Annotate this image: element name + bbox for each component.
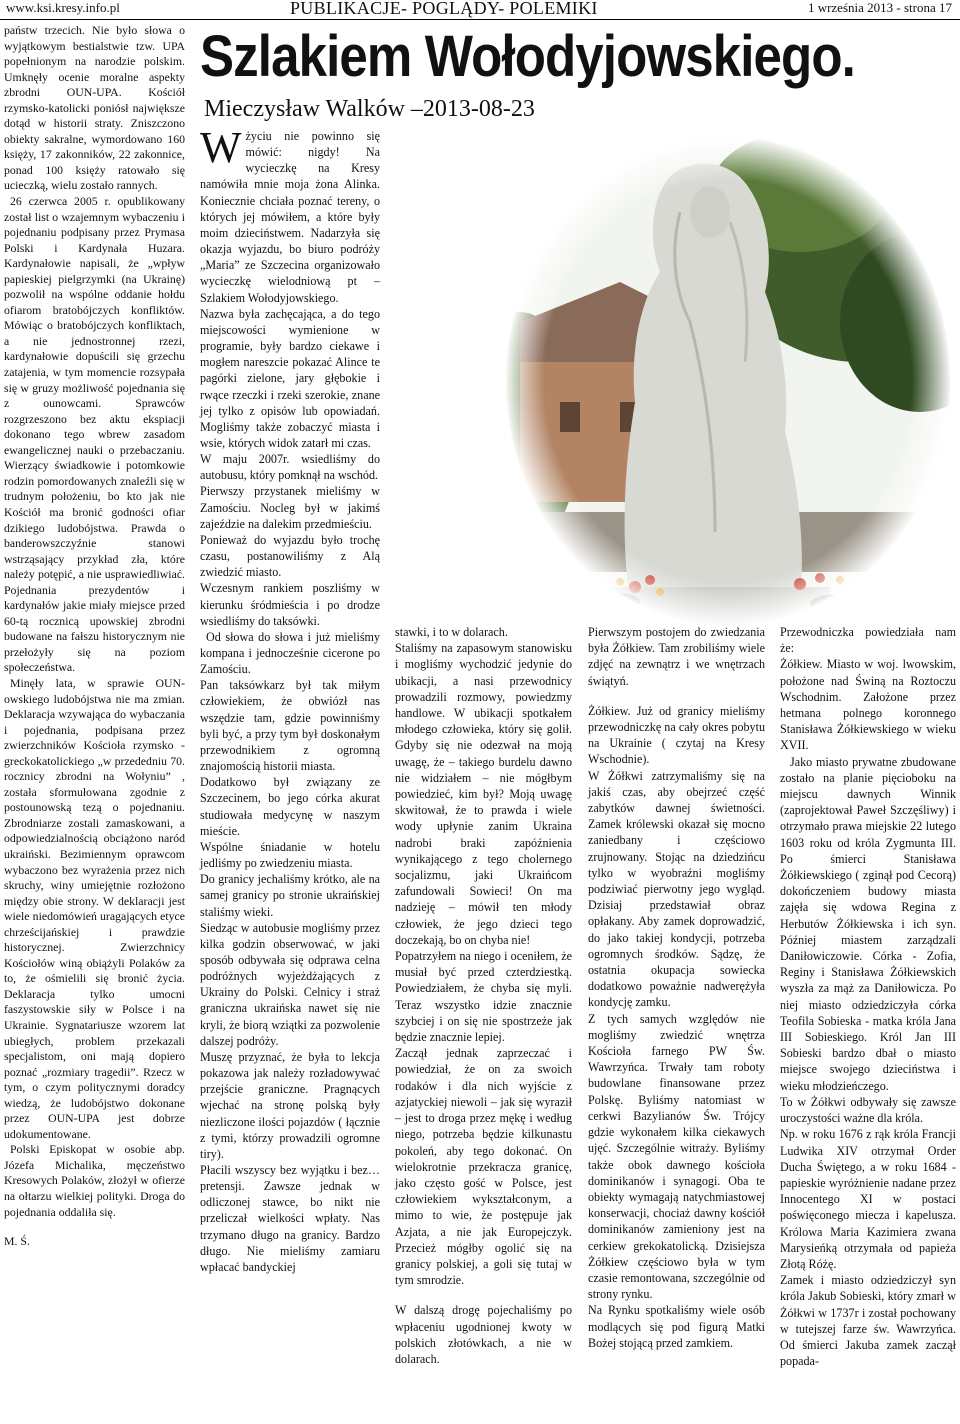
- paragraph: Od słowa do słowa i już mieliśmy kompana i jednocześnie cicerone po Zamościu.: [200, 629, 380, 677]
- date-page: 1 września 2013 - strona 17: [807, 0, 952, 15]
- intro-text: życiu nie powinno się mówić: nigdy! Na wycieczkę na Kresy namówiła mnie moja żona Alinka. Koniecznie chciała poznać tereny, o których jej mówiłem, a które były moim dzieciństwem. Nadarzyła się okazja wyjazdu, bo biuro podróży „Maria” ze Szczecina organizowało wycieczkę wielodniową pt –Szlakiem Wołodyjowskiego.: [200, 129, 380, 305]
- paragraph: To w Żółkwi odbywały się zawsze uroczystości ważne dla króla.: [780, 1094, 956, 1126]
- paragraph: Do granicy jechaliśmy krótko, ale na samej granicy po stronie ukraińskiej staliśmy wieki.: [200, 872, 380, 919]
- paragraph: Siedząc w autobusie mogliśmy przez kilka godzin obserwować, w jaki sposób odbywała się odprawa celna podróżnych wyjeżdżających z Ukrainy do Polski. Celnicy i straż graniczna ukraińska nawet się nie kryli, że biorą wziątki za pozwolenie dalszej podróży.: [200, 920, 380, 1048]
- paragraph: stawki, i to w dolarach.: [395, 625, 508, 639]
- paragraph: Z tych samych względów nie mogliśmy zwiedzić wnętrza Kościoła farnego PW Św. Wawrzyńca. Trwały tam roboty budowlane finansowane przez Polskę. Byliśmy natomiast w cerkwi Bazylianów Św. Trójcy gdzie wykonałem kilka ciekawych ujęć. Szczególnie witraży. Byliśmy także obok dawnego kościoła dominikanów i synagogi. Oba te obiekty wymagają natychmiastowej konserwacji, chociaż dawny kościół dominikanów zamieniony jest na cerkiew grekokatolicką. Dzisiejsza Żółkiew częściowo była w tym czasie remontowana, szczególnie od strony rynku.: [588, 1011, 765, 1302]
- paragraph: Muszę przyznać, że była to lekcja pokazowa jak należy rozładowywać przejście graniczne. Pragnących wjechać na stronę polską były niezliczone ilości pojazdów ( łącznie z tymi, którzy prowadzili ogromne tiry).: [200, 1049, 380, 1161]
- header-rule: [0, 19, 960, 20]
- page-header: [0, 0, 960, 20]
- paragraph: Ponieważ do wyjazdu było trochę czasu, postanowiliśmy z Alą zwiedzić miasto.: [200, 532, 380, 580]
- section-title: PUBLIKACJE- POGLĄDY- POLEMIKI: [290, 0, 598, 18]
- column-4: [588, 624, 765, 1351]
- paragraph: państw trzecich. Nie było słowa o wyjątkowym bestialstwie tzw. UPA popełnionym na narodzie polskim. Umknęły ocenie moralne aspekty zbrodni OUN-UPA. Kościół rzymsko-katolicki poniósł największe dotąd w historii straty. Zniszczono obiekty sakralne, wymordowano 160 księży, 17 zakonników, 22 zakonnice, ponad 100 księży ratowało się ucieczką, wielu zostało rannych.: [4, 23, 185, 193]
- paragraph: Pan taksówkarz był tak miłym człowiekiem, że obwiózł nas wszędzie tam, gdzie powinniśmy byli być, a przy tym był doskonałym przewodnikiem z ogromną znajomością historii miasta.: [200, 678, 380, 774]
- paragraph: Płacili wszyscy bez wyjątku i bez… pretensji. Zawsze jednak w odliczonej stawce, bo nikt nie przeliczał wielkości wpłaty. Nas trzymano długo na granicy. Bardzo długo. Nie mieliśmy zamiaru wpłacać bandyckiej: [200, 1163, 380, 1274]
- paragraph: Żółkiew. Miasto w woj. lwowskim, położone nad Świną na Roztoczu Wschodnim. Założone przez hetmana polnego koronnego Stanisława Żółkiewskiego w wieku XVII.: [780, 657, 956, 753]
- paragraph: Zaczął jednak zaprzeczać i powiedział, że on za swoich rodaków i dla nich wyjście z azjatyckiej niewoli – jak się wyraził – jest to droga przez mękę i według niego, potrzeba będzie kilkunastu pokoleń, aby tego dokonać. On wielokrotnie przekracza granicę, jako często gość w Polsce, jest człowiekiem wykształconym, a mimo to wie, że postępuje jak Azjata, a nie jak Europejczyk. Przecież mógłby ogolić się na granicy polskiej, a goli się tutaj w tym smrodzie.: [395, 1046, 572, 1288]
- paragraph: Dodatkowo był związany ze Szczecinem, bo jego córka akurat studiowała medycynę w naszym mieście.: [200, 775, 380, 838]
- paragraph: W dalszą drogę pojechaliśmy po wpłaceniu ugodnionej kwoty w polskich złotówkach, a nie w dolarach.: [395, 1303, 572, 1366]
- site-url[interactable]: www.ksi.kresy.info.pl: [6, 0, 120, 15]
- paragraph: W maju 2007r. wsiedliśmy do autobusu, który pomknął na wschód.: [200, 452, 380, 483]
- paragraph: Staliśmy na zapasowym stanowisku i mogliśmy wychodzić jedynie do ubikacji, a nasi przewodnicy prowadzili rozmowy, powiedzmy handlowe. W ubikacji spotkałem młodego człowieka, który się golił. Gdyby się nie odezwał na moją uwagę, że – takiego burdelu dawno nie widziałem – nie mógłbym powiedzieć, kim był? Moją uwagę skwitował, że to prawda i wiele wody upłynie zanim Ukraina nadrobi braki zapóźnienia wynikającego z tego cholernego socjalizmu, jaki Ukraińcom zafundowali Sowieci! On ma nadzieję – mówił ten młody człowiek, że jego dzieci tego doczekają, bo on chyba nie!: [395, 641, 572, 947]
- left-column: [4, 23, 185, 1250]
- column-3: [395, 624, 572, 1367]
- paragraph: Zamek i miasto odziedziczył syn króla Jakub Sobieski, który zmarł w Żółkwi w 1737r i został pochowany w tutejszej farze św. Wawrzyńca. Od śmierci Jakuba zamek zaczął popada-: [780, 1273, 956, 1369]
- intro-column: [200, 123, 380, 1275]
- paragraph: Np. w roku 1676 z rąk króla Francji Ludwika XIV otrzymał Order Ducha Świętego, a w roku 1684 - papieskie wyróżnienie nadane przez Innocentego XI w postaci poświęconego miecza i kapelusza. Królowa Maria Kazimiera zwana Marysieńką otrzymała od papieża Złotą Różę.: [780, 1127, 956, 1271]
- paragraph: Na Rynku spotkaliśmy wiele osób modlących się pod figurą Matki Bożej stojącą przed zamkiem.: [588, 1303, 765, 1350]
- paragraph: Polski Episkopat w osobie abp. Józefa Michalika, męczeństwo Kresowych Polaków, złożył w ofierze na ołtarzu wielkiej polityki. Droga do pojednania oddaliła się.: [4, 1142, 185, 1219]
- article-byline: Mieczysław Walków –2013-08-23: [204, 96, 535, 122]
- paragraph: Popatrzyłem na niego i oceniłem, że musiał być przed czterdziestką. Powiedziałem, że chyba się myli. Teraz wszystko idzie znacznie szybciej i on się nie spostrzeże jak będzie znacznie lepiej.: [395, 949, 572, 1045]
- paragraph: Jako miasto prywatne zbudowane zostało na planie pięcioboku na miejscu dawnych Winnik (zaprojektował Paweł Szczęśliwy) i otrzymało prawa miejskie 22 lutego 1603 roku od króla Zygmunta III. Po śmierci Stanisława Żółkiewskiego ( zginął pod Cecorą) dokończeniem budowy miasta zajęła się wdowa Regina z Herbutów Żółkiewska i ich syn. Później miastem zarządzali Daniłowiczowie. Córka - Zofia, Reginy i Stanisława Żółkiewskich wyszła za mąż za Daniłowicza. Po niej miasto odziedziczyła córka Teofila Sobieska - matka króla Jana III Sobieskiego. Król Jan III Sobieski bardzo dbał o miasto miejsce swojego dzieciństwa i wieku młodzieńczego.: [780, 754, 956, 1093]
- paragraph: Przewodniczka powiedziała nam że:: [780, 625, 956, 656]
- intro-paragraph: [200, 123, 380, 306]
- dropcap: W: [200, 123, 242, 172]
- paragraph: W Żółkwi zatrzymaliśmy się na jakiś czas, aby obejrzeć część zabytków dawnej świetności. Zamek królewski okazał się mocno zaniedbany i częściowo zrujnowany. Stojąc na dziedzińcu tylko w wyobraźni mogliśmy podziwiać pierwotny jego wygląd. Dzisiaj przedstawiał obraz opłakany. Aby zamek doprowadzić, do jako takiej kondycji, potrzeba ogromnych środków. Sądzę, że ostatnia okupacja sowiecka dodatkowo poważnie nadwerężyła kondycję zamku.: [588, 768, 765, 1010]
- madonna-statue-photo: [500, 132, 956, 630]
- paragraph: 26 czerwca 2005 r. opublikowany został list o wzajemnym wybaczeniu i pojednaniu podpisany przez Prymasa Polski i Kardynała Huzara. Kardynałowie napisali, że „wpływ papieskiej pielgrzymki (na Ukrainę) pozwolił na wspólne oddanie hołdu ofiarom bratobójczych konfliktów. Mówiąc o bratobójczych konfliktach, a nie jednostronnej rzezi, kardynałowie dopuścili się grzechu zatajenia, w tym momencie rozsypała się w gruzy możliwość pojednania się z ounowcami. Sprawców rozgrzeszono bez aktu ekspiacji dokonano tego wbrew zasadom ewangelicznej nauki o przebaczaniu. Wierzący świadkowie i potomkowie rodzin pomordowanych znaleźli się w trudnym położeniu, bo kto jak nie Kościół ma bronić godności ofiar dzikiego ludobójstwa. Prawda o banderowszczyźnie stanowi wstrząsający przykład zła, które należy potępić, a nie usprawiedliwiać. Pojednania prezydentów i kardynałów jakie miały miejsce przed 60-tą rocznicą upowskiej zbrodni budowane na fałszu historycznym nie przełożyły się na poziom społeczeństwa.: [4, 194, 185, 675]
- signature: M. Ś.: [4, 1234, 30, 1249]
- paragraph: Nazwa była zachęcająca, a do tego miejscowości wymienione w programie, były bardzo ciekawe i mogłem nareszcie pokazać Alince te pagórki zielone, jary głębokie i rwące rzeczki i rzeki szerokie, znane jej tylko z opisów lub opowiadań. Mogliśmy także zobaczyć miasta i wsie, których widok zatarł mi czas.: [200, 306, 380, 450]
- paragraph: Minęły lata, w sprawie OUN-owskiego ludobójstwa nie ma zmian. Deklaracja wzywająca do wybaczania i pojednania, podpisana przez zwierzchników Kościoła rzymsko - greckokatolickiego „w przededniu 70. rocznicy zbrodni na Wołyniu” , została sformułowana zgodnie z postounowską tezą o pojednaniu. Zbrodniarze zostali zamaskowani, a odpowiedzialnością obciążono naród ukraiński. Bezimiennym oprawcom wybaczono bez wyrażenia przez nich skruchy, winy umiejętnie rozłożono między obie strony. W deklaracji jest wiele niedomówień uragających etyce chrześcijańskiej i prawdzie historycznej. Zwierzchnicy Kościołów winą obiążyli Polaków za to, że ośmielili się bronić życia. Deklaracja tylko umocni faszystowskie siły w Polsce i na Ukrainie. Sygnatariusze wzorem lat ubiegłych, problem przekazali specjalistom, oni mają dopiero poznać „rozmiary tragedii”. Rzecz w tym, o czym politycznymi doradcy wiedzą, że ludobójstwo dokonane przez OUN-UPA jest dobrze udokumentowane.: [4, 675, 185, 1141]
- article-title: Szlakiem Wołodyjowskiego.: [200, 24, 855, 89]
- paragraph: Wczesnym rankiem poszliśmy w kierunku śródmieścia i po drodze wsiedliśmy do taksówki.: [200, 581, 380, 628]
- paragraph: Pierwszy przystanek mieliśmy w Zamościu. Nocleg był w jakimś zajeździe na dalekim przedmieściu.: [200, 484, 380, 531]
- paragraph: Wspólne śniadanie w hotelu jedliśmy po zwiedzeniu miasta.: [200, 839, 380, 871]
- paragraph: Żółkiew. Już od granicy mieliśmy przewodniczkę na cały okres pobytu na Ukrainie ( czytaj na Kresy Wschodnie).: [588, 703, 765, 767]
- column-5: [780, 624, 956, 1369]
- paragraph: Pierwszym postojem do zwiedzania była Żółkiew. Tam zrobiliśmy wiele zdjęć na zewnątrz i we wnętrzach świątyń.: [588, 625, 765, 688]
